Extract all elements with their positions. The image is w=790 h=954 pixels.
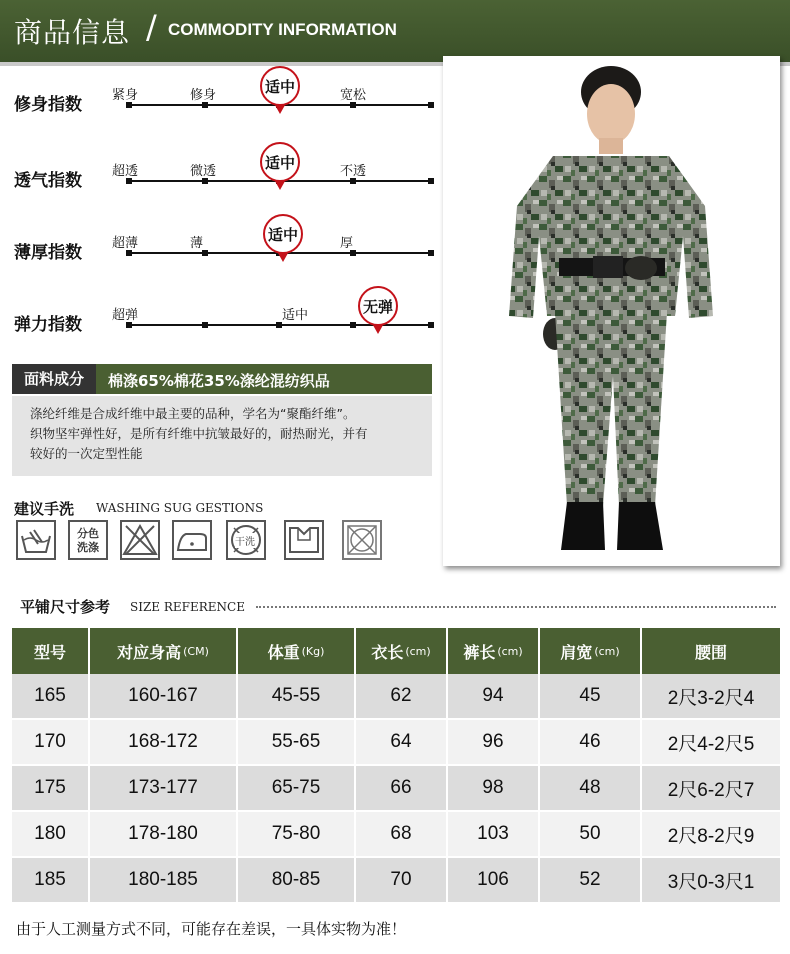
- index-tick-label: 紧身: [112, 88, 139, 103]
- size-header-cell: [642, 628, 780, 674]
- fabric-desc-line: 织物坚牢弹性好，是所有纤维中抗皱最好的，耐热耐光，并有: [30, 426, 368, 441]
- size-cell: 75-80: [238, 812, 354, 856]
- index-selected-marker: [260, 142, 300, 192]
- size-cell: 66: [356, 766, 446, 810]
- size-header-cell: [12, 628, 88, 674]
- fabric-composition: 棉涤65%棉花35%涤纶混纺织品: [108, 372, 330, 390]
- index-tick: [428, 250, 434, 256]
- size-cell: 62: [356, 674, 446, 718]
- size-cell: 50: [540, 812, 640, 856]
- size-header-unit: (cm): [594, 644, 620, 658]
- no-dry-clean-icon: [226, 520, 266, 560]
- wash-sep-text-2: 洗涤: [77, 541, 99, 554]
- index-tick-label: 适中: [282, 308, 309, 323]
- size-cell: 180: [12, 812, 88, 856]
- wash-separately-icon: [68, 520, 108, 560]
- fabric-tag: 面料成分: [12, 364, 96, 394]
- size-cell: 46: [540, 720, 640, 764]
- header-title-cn: 商品信息: [14, 16, 131, 49]
- size-header-label: 肩宽: [560, 642, 593, 662]
- size-cell: 64: [356, 720, 446, 764]
- no-bleach-icon: [120, 520, 160, 560]
- index-selected-marker: [358, 286, 398, 336]
- size-cell: 2尺8-2尺9: [642, 812, 780, 856]
- hang-dry-icon: [284, 520, 324, 560]
- index-tick-label: 厚: [340, 236, 354, 251]
- marker-text: 适中: [264, 154, 295, 172]
- size-cell: 180-185: [90, 858, 236, 902]
- index-selected-marker: [263, 214, 303, 264]
- marker-text: 无弹: [362, 298, 393, 316]
- size-header-cell: [448, 628, 538, 674]
- washing-title-en: WASHING SUG GESTIONS: [96, 501, 264, 515]
- size-cell: 48: [540, 766, 640, 810]
- size-cell: 94: [448, 674, 538, 718]
- size-cell: 103: [448, 812, 538, 856]
- size-cell: 96: [448, 720, 538, 764]
- size-cell: 173-177: [90, 766, 236, 810]
- hand-wash-icon: [16, 520, 56, 560]
- size-header-label: 衣长: [371, 642, 404, 662]
- product-photo: [443, 56, 780, 566]
- header-slash: /: [146, 8, 157, 46]
- size-header-unit: (cm): [497, 644, 523, 658]
- size-header-label: 裤长: [463, 642, 496, 662]
- size-cell: 45: [540, 674, 640, 718]
- size-cell: 168-172: [90, 720, 236, 764]
- size-cell: 3尺0-3尺1: [642, 858, 780, 902]
- index-label: 薄厚指数: [14, 243, 82, 263]
- index-tick-label: 不透: [340, 164, 367, 179]
- header-bar: [0, 0, 790, 62]
- washing-title: 建议手洗: [14, 500, 75, 518]
- index-label: 透气指数: [14, 171, 82, 191]
- size-header-label: 型号: [33, 642, 66, 662]
- size-cell: 165: [12, 674, 88, 718]
- low-iron-icon: [172, 520, 212, 560]
- size-cell: 98: [448, 766, 538, 810]
- size-header-unit: (CM): [183, 644, 209, 658]
- size-header-unit: (cm): [405, 644, 431, 658]
- index-label: 弹力指数: [14, 315, 82, 335]
- size-cell: 178-180: [90, 812, 236, 856]
- size-cell: 70: [356, 858, 446, 902]
- size-title-en: SIZE REFERENCE: [130, 600, 245, 614]
- size-dotted-divider: [256, 606, 776, 608]
- size-header-label: 腰围: [694, 642, 727, 662]
- no-tumble-dry-icon: [342, 520, 382, 560]
- index-selected-marker: [260, 66, 300, 116]
- size-header-cell: [356, 628, 446, 674]
- size-cell: 160-167: [90, 674, 236, 718]
- model-camouflage-image: [443, 56, 780, 566]
- index-tick-label: 微透: [190, 164, 217, 179]
- size-header-cell: [90, 628, 236, 674]
- index-tick-label: 超薄: [112, 236, 139, 251]
- index-tick-label: 宽松: [340, 88, 367, 103]
- index-tick: [428, 322, 434, 328]
- size-title: 平铺尺寸参考: [20, 598, 111, 616]
- size-header-label: 对应身高: [117, 642, 182, 662]
- fabric-desc-line: 涤纶纤维是合成纤维中最主要的品种，学名为“聚酯纤维”。: [30, 406, 356, 421]
- index-label: 修身指数: [14, 95, 82, 115]
- index-tick: [428, 102, 434, 108]
- size-cell: 65-75: [238, 766, 354, 810]
- size-cell: 170: [12, 720, 88, 764]
- wash-sep-text-1: 分色: [77, 527, 99, 540]
- size-header-cell: [238, 628, 354, 674]
- index-tick: [428, 178, 434, 184]
- size-cell: 175: [12, 766, 88, 810]
- index-tick: [202, 322, 208, 328]
- size-cell: 45-55: [238, 674, 354, 718]
- marker-text: 适中: [264, 78, 295, 96]
- index-tick-label: 薄: [190, 236, 204, 251]
- measurement-note: 由于人工测量方式不同，可能存在差误，一具体实物为准！: [16, 920, 407, 938]
- fabric-description: [12, 396, 432, 476]
- index-tick-label: 超透: [112, 164, 139, 179]
- size-cell: 55-65: [238, 720, 354, 764]
- fabric-desc-line: 较好的一次定型性能: [30, 446, 143, 461]
- index-tick-label: 超弹: [112, 308, 139, 323]
- dry-clean-text: 干洗: [235, 533, 255, 548]
- size-cell: 52: [540, 858, 640, 902]
- index-tick-label: 修身: [190, 88, 217, 103]
- size-header-cell: [540, 628, 640, 674]
- size-cell: 2尺3-2尺4: [642, 674, 780, 718]
- size-cell: 80-85: [238, 858, 354, 902]
- size-cell: 106: [448, 858, 538, 902]
- marker-text: 适中: [267, 226, 298, 244]
- size-cell: 185: [12, 858, 88, 902]
- size-cell: 2尺6-2尺7: [642, 766, 780, 810]
- size-header-label: 体重: [267, 642, 300, 662]
- size-header-unit: (Kg): [301, 644, 325, 658]
- index-tick: [350, 322, 356, 328]
- header-title-en: COMMODITY INFORMATION: [168, 20, 397, 39]
- size-cell: 68: [356, 812, 446, 856]
- size-cell: 2尺4-2尺5: [642, 720, 780, 764]
